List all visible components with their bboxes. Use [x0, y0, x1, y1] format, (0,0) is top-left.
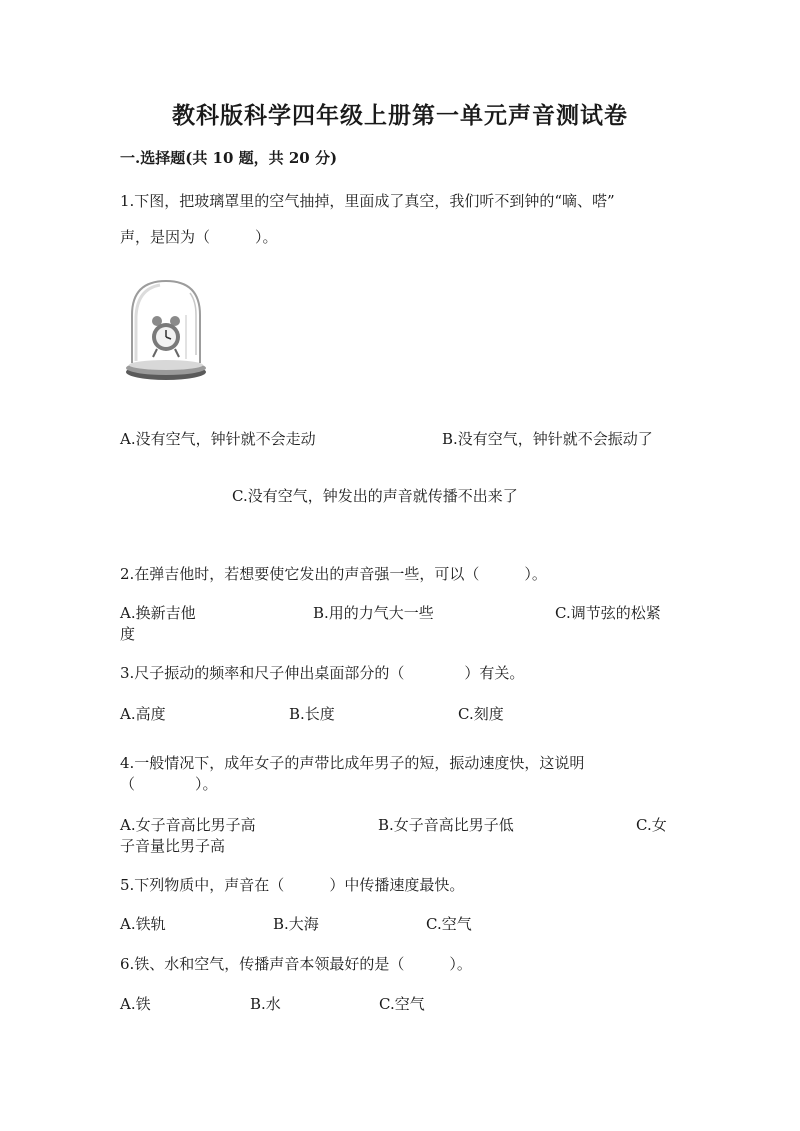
question-6-option-c: C.空气 — [379, 995, 425, 1013]
question-6-option-b: B.水 — [250, 995, 281, 1013]
question-1-option-b: B.没有空气，钟针就不会振动了 — [442, 430, 653, 448]
question-1-line-2: 声，是因为（ ）。 — [120, 228, 278, 246]
section-heading: 一.选择题(共 10 题，共 20 分) — [120, 149, 338, 167]
question-4-option-c: C.女 — [636, 816, 667, 834]
question-4-line-2: （ ）。 — [120, 775, 218, 793]
bell-jar-clock-image — [120, 275, 212, 387]
question-5-option-b: B.大海 — [273, 915, 319, 933]
question-4-option-b: B.女子音高比男子低 — [378, 816, 514, 834]
question-2-option-c: C.调节弦的松紧 — [555, 604, 661, 622]
question-1-option-a: A.没有空气，钟针就不会走动 — [120, 430, 316, 448]
question-6-line-1: 6.铁、水和空气，传播声音本领最好的是（ ）。 — [120, 955, 472, 973]
question-3-option-b: B.长度 — [289, 705, 335, 723]
question-4-option-a: A.女子音高比男子高 — [120, 816, 256, 834]
question-5-option-a: A.铁轨 — [120, 915, 166, 933]
question-4-option-c-continued: 子音量比男子高 — [120, 837, 226, 855]
question-2-line-1: 2.在弹吉他时，若想要使它发出的声音强一些，可以（ ）。 — [120, 565, 547, 583]
question-2-option-b: B.用的力气大一些 — [313, 604, 434, 622]
page-title: 教科版科学四年级上册第一单元声音测试卷 — [172, 102, 628, 129]
question-1-option-c: C.没有空气，钟发出的声音就传播不出来了 — [232, 487, 518, 505]
question-2-option-a: A.换新吉他 — [120, 604, 196, 622]
question-5-line-1: 5.下列物质中，声音在（ ）中传播速度最快。 — [120, 876, 465, 894]
question-5-option-c: C.空气 — [426, 915, 472, 933]
question-2-option-c-continued: 度 — [120, 625, 136, 643]
question-3-option-a: A.高度 — [120, 705, 166, 723]
question-1-line-1: 1.下图，把玻璃罩里的空气抽掉，里面成了真空，我们听不到钟的“嘀、嗒” — [120, 192, 615, 210]
question-3-option-c: C.刻度 — [458, 705, 504, 723]
question-4-line-1: 4.一般情况下，成年女子的声带比成年男子的短，振动速度快，这说明 — [120, 754, 585, 772]
question-6-option-a: A.铁 — [120, 995, 151, 1013]
question-3-line-1: 3.尺子振动的频率和尺子伸出桌面部分的（ ）有关。 — [120, 664, 525, 682]
